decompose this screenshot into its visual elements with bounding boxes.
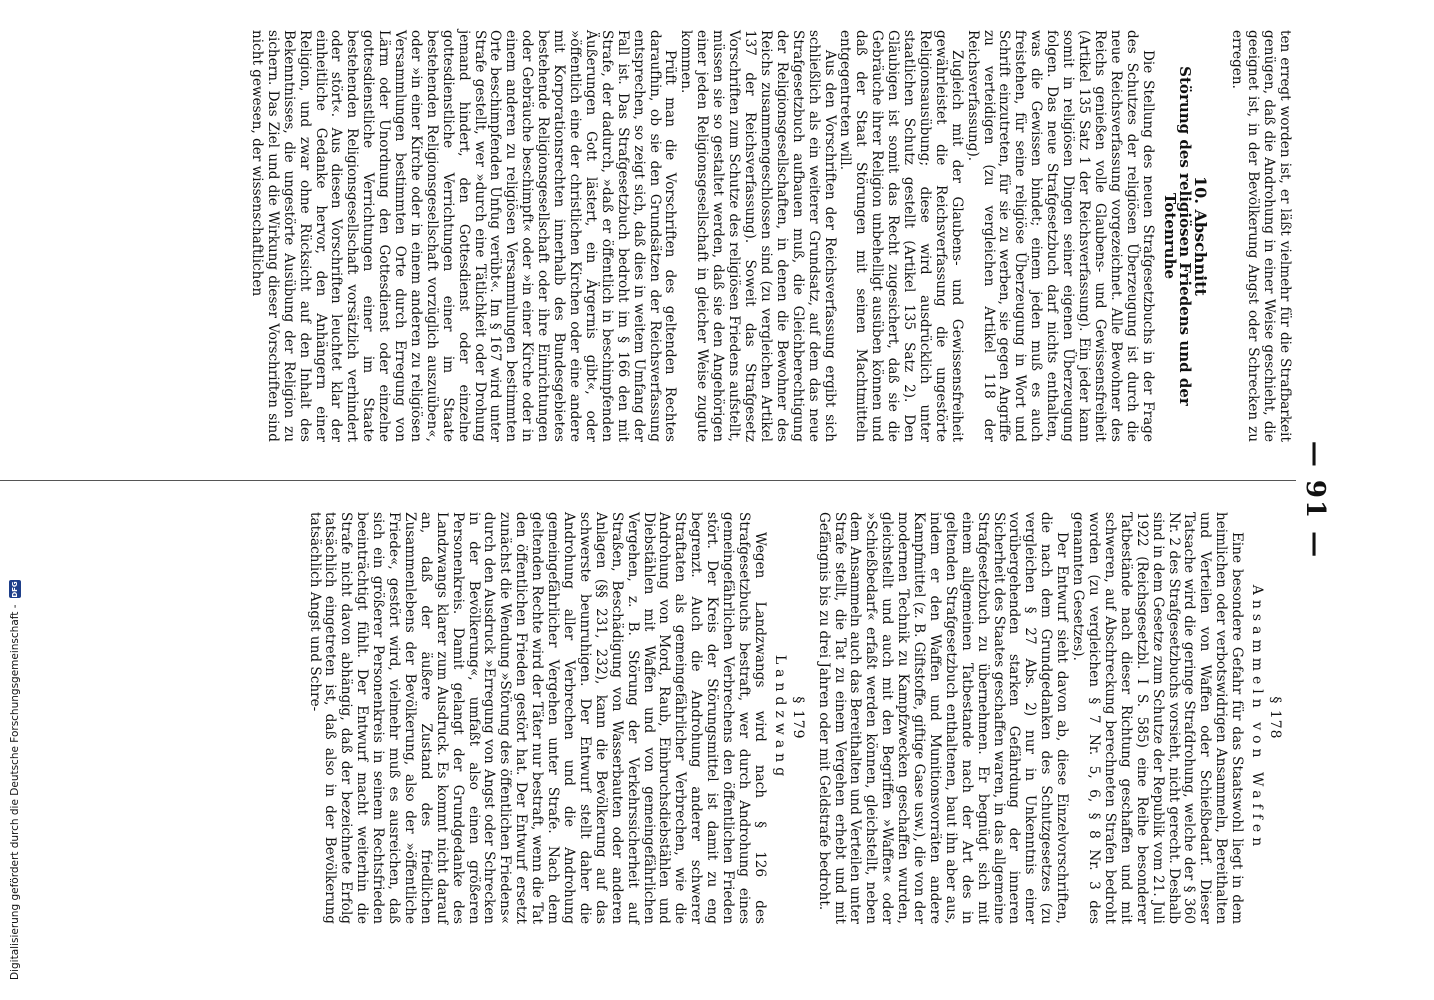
footer-text: Digitalisierung gefördert durch die Deutsche Forschungsgemeinschaft - [9, 604, 21, 980]
digitization-footer [6, 0, 24, 980]
paragraph: Eine besondere Gefahr für das Staatswohl liegt in dem heimlichen oder verbotswidrigen Ansammeln, Bereithalten und Verteilen von Waffen oder Schießbedarf. Dieser Tatsache wird die geringe Strafdrohung, welche der § 360 Nr. 2 des Strafgesetzbuchs vorsieht, nicht gerecht. Deshalb sind in dem Gesetze zum Schutze der Republik vom 21. Juli 1922 (Reichsgesetzbl. I S. 585) eine Reihe besonderer Tatbestände nach dieser Richtung geschaffen und mit schweren, auf Abschreckung berechneten Strafen bedroht worden (zu vergleichen § 7 Nr. 5, 6, § 8 Nr. 3 des genannten Gesetzes). [1070, 512, 1246, 924]
section-number: § 179 [789, 696, 806, 740]
paragraph: Aus den Vorschriften der Reichsverfassung ergibt sich schließlich als ein weiterer Grundsatz, auf dem das neue Strafgesetzbuch aufbauen muß, die Gleichberechtigung der Religionsgesellschaften, in denen die Bewohner des Reichs zusammengeschlossen sind (zu vergleichen Artikel 137 der Reichsverfassung). Soweit das Strafgesetz Vorschriften zum Schutze des religiösen Friedens aufstellt, müssen sie so gestaltet werden, daß sie den Angehörigen einer jeden Religionsgesellschaft in gleicher Weise zugute kommen. [678, 30, 838, 442]
left-column [248, 30, 1292, 442]
paragraph: Wegen Landzwangs wird nach § 126 des Strafgesetzbuchs bestraft, wer durch Androhung eines gemeingefährlichen Verbrechens den öffentlichen Frieden stört. Der Kreis der Störungsmittel ist damit zu eng begrenzt. Auch die Androhung anderer schwerer Straftaten als gemeingefährlicher Verbrechen, wie die Androhung von Mord, Raub, Einbruchsdiebstählen und Diebstählen mit Waffen und von gemeingefährlichen Vergehen, z. B. Störung der Verkehrssicherheit auf Straßen, Beschädigung von Wasserbauten oder anderen Anlagen (§§ 231, 232), kann die Bevölkerung auf das schwerste beunruhigen. Der Entwurf stellt daher die Androhung aller Verbrechen und die Androhung gemeingefährlicher Vergehen unter Strafe. Nach dem geltenden Rechte wird der Täter nur bestraft, wenn die Tat den öffentlichen Frieden gestört hat. Der Entwurf ersetzt zunächst die Wendung »Störung des öffentlichen Friedens« durch den Ausdruck »Erregung von Angst oder Schrecken in der Bevölkerung«, umfaßt also einen größeren Personenkreis. Damit gelangt der Grundgedanke des Landzwangs klarer zum Ausdruck. Es kommt nicht darauf an, daß der äußere Zustand des friedlichen Zusammenlebens der Bevölkerung, also der »öffentliche Friede«, gestört wird, vielmehr muß es ausreichen, daß sich ein größerer Personenkreis in seinem Rechtsfrieden beeinträchtigt fühlt. Der Entwurf macht weiterhin die Strafe nicht davon abhängig, daß der bezeichnete Erfolg tatsächlich eingetreten ist, daß also in der Bevölkerung tatsächlich Angst und Schre- [306, 512, 768, 924]
section-number: § 178 [1267, 696, 1283, 740]
column-divider [0, 480, 1296, 481]
chapter-title: 10. Abschnitt [1191, 176, 1211, 296]
section-title: Ansammeln von Waffen [1249, 584, 1266, 852]
paragraph: Prüft man die Vorschriften des geltenden Rechtes daraufhin, ob sie den Grundsätzen der Reichsverfassung entsprechen, so zeigt sich, daß dies in weitem Umfang der Fall ist. Das Strafgesetzbuch bedroht im § 166 den mit Strafe, der dadurch, »daß er öffentlich in beschimpfenden Äußerungen Gott lästert, ein Ärgernis gibt«, oder »öffentlich eine der christlichen Kirchen oder eine andere mit Korporationsrechten innerhalb des Bundesgebietes bestehende Religionsgesellschaft oder ihre Einrichtungen oder Gebräuche beschimpft« oder »in einer Kirche oder in einem anderen zu religiösen Versammlungen bestimmten Orte beschimpfenden Unfug verübt«. Im § 167 wird unter Strafe gestellt, wer »durch eine Tätlichkeit oder Drohung jemand hindert, den Gottesdienst oder einzelne gottesdienstliche Verrichtungen einer im Staate bestehenden Religionsgesellschaft vorzüglich auszuüben«, oder »in einer Kirche oder in einem anderen zu religiösen Versammlungen bestimmten Orte durch Erregung von Lärm oder Unordnung den Gottesdienst oder einzelne gottesdienstliche Verrichtungen einer im Staate bestehenden Religionsgesellschaft vorsätzlich verhindert oder stört«. Aus diesen Vorschriften leuchtet klar der einheitliche Gedanke hervor, den Anhängern einer Religion, und zwar ohne Rücksicht auf den Inhalt des Bekenntnisses, die ungestörte Ausübung der Religion zu sichern. Das Ziel und die Wirkung dieser Vorschriften sind nicht gewesen, der wissenschaftlichen [248, 30, 679, 442]
paragraph: Die Stellung des neuen Strafgesetzbuchs in der Frage des Schutzes der religiösen Überzeugung ist durch die neue Reichsverfassung vorgezeichnet. Alle Bewohner des Reichs genießen volle Glaubens- und Gewissensfreiheit (Artikel 135 Satz 1 der Reichsverfassung). Ein jeder kann somit in religiösen Dingen seiner eigenen Überzeugung folgen. Das neue Strafgesetzbuch darf nichts enthalten, was die Gewissen bindet; einem jeden muß es auch freistehen, für seine religiöse Überzeugung in Wort und Schrift einzutreten, für sie zu werben, sie gegen Angriffe zu verteidigen (zu vergleichen Artikel 118 der Reichsverfassung). [964, 30, 1156, 442]
dfg-logo-icon: DFG [11, 581, 19, 598]
paragraph: Zugleich mit der Glaubens- und Gewissensfreiheit gewährleistet die Reichsverfassung die ungestörte Religionsausübung; diese wird ausdrücklich unter staatlichen Schutz gestellt (Artikel 135 Satz 2). Den Gläubigen ist somit das Recht zugesichert, daß sie die Gebräuche ihrer Religion unbehelligt ausüben können und daß der Staat Störungen mit seinen Machtmitteln entgegentreten will. [837, 30, 965, 442]
page-number: — 91 — [1300, 440, 1330, 560]
continuation-text: ten erregt worden ist, er läßt vielmehr für die Strafbarkeit genügen, daß die Androhung in einer Weise geschieht, die geeignet ist, in der Bevölkerung Angst oder Schrecken zu erregen. [1229, 30, 1293, 442]
paragraph: Der Entwurf sieht davon ab, diese Einzelvorschriften, die nach dem Grundgedanken des Schutzgesetzes (zu vergleichen § 27 Abs. 2) nur in Unkenntnis einer vorübergehenden starken Gefährdung der inneren Sicherheit des Staates geschaffen waren, in das allgemeine Strafgesetzbuch zu übernehmen. Er begnügt sich mit einem allgemeinen Tatbestande nach der Art des in geltenden Strafgesetzbuch enthaltenen, baut ihn aber aus, indem er den Waffen und Munitionsvorräten andere Kampfmittel (z. B. Giftstoffe, giftige Gase usw.), die von der modernen Technik zu Kampfzwecken geschaffen wurden, gleichstellt und auch mit den Begriffen »Waffen« oder »Schießbedarf« erfaßt werden können, gleichstellt, neben dem Ansammeln auch das Bereithalten und Verteilen unter Strafe stellt, die Tat zu einem Vergehen erhebt und mit Gefängnis bis zu drei Jahren oder mit Geldstrafe bedroht. [815, 512, 1071, 924]
section-title: Landzwang [771, 654, 788, 782]
chapter-subtitle: Störung des religiösen Friedens und der Totenruhe [1160, 66, 1195, 406]
right-column [306, 512, 1292, 924]
